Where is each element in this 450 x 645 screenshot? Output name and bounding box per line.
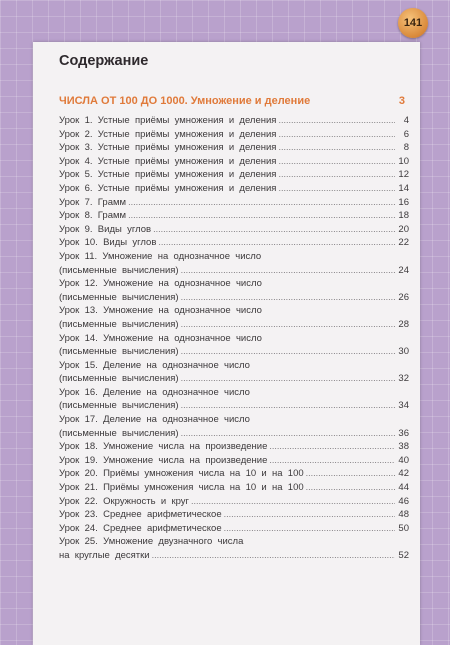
toc-entry-page: 20	[398, 223, 409, 235]
toc-entry-page: 26	[398, 291, 409, 303]
toc-entry-title: Урок 3. Устные приёмы умножения и деления	[59, 142, 277, 154]
toc-entry	[59, 236, 409, 250]
toc-entry-title: Урок 4. Устные приёмы умножения и деления	[59, 155, 277, 167]
toc-entry-page: 40	[398, 454, 409, 466]
dot-leader	[278, 128, 395, 142]
toc-entry-title: Урок 8. Грамм	[59, 210, 127, 222]
toc-entry	[59, 114, 409, 128]
dot-leader	[278, 141, 395, 155]
dot-leader	[224, 508, 395, 522]
toc-entry-page: 24	[398, 264, 409, 276]
dot-leader	[152, 549, 395, 563]
toc-entry-page: 38	[398, 441, 409, 453]
toc-entry-title: Урок 7. Грамм	[59, 196, 127, 208]
toc-entry	[59, 454, 409, 468]
dot-leader	[158, 236, 395, 250]
toc-entry-page: 18	[398, 210, 409, 222]
toc-entry-title: Урок 11. Умножение на однозначное число	[59, 250, 262, 262]
toc-entry-page: 12	[398, 169, 409, 181]
toc-entry-title: Урок 12. Умножение на однозначное число	[59, 278, 262, 290]
toc-entry-page: 14	[398, 182, 409, 194]
toc-entry-line	[59, 277, 409, 291]
toc-entry-page: 36	[398, 427, 409, 439]
toc-title: Содержание	[59, 53, 149, 69]
section-heading	[59, 94, 409, 109]
toc-entry-page: 16	[398, 196, 409, 208]
dot-leader	[278, 114, 395, 128]
toc-entry-page: 28	[398, 318, 409, 330]
toc-entry-title: Урок 1. Устные приёмы умножения и деления	[59, 115, 277, 126]
dot-leader	[278, 168, 395, 182]
toc-entry	[59, 196, 409, 210]
dot-leader	[269, 454, 395, 468]
dot-leader	[128, 209, 395, 223]
toc-entry	[59, 495, 409, 509]
toc-entry	[59, 549, 409, 563]
toc-entry	[59, 141, 409, 155]
toc-entry-page: 32	[398, 373, 409, 385]
dot-leader	[153, 223, 395, 237]
toc-entry	[59, 345, 409, 359]
toc-entry-title: Урок 5. Устные приёмы умножения и деления	[59, 169, 277, 181]
toc-entry	[59, 522, 409, 536]
toc-entry	[59, 223, 409, 237]
toc-entry-subtitle: (письменные вычисления)	[59, 318, 179, 330]
toc-entry	[59, 372, 409, 386]
toc-entry-page: 44	[398, 482, 409, 494]
dot-leader	[278, 182, 395, 196]
toc-entry-title: Урок 2. Устные приёмы умножения и деления	[59, 128, 277, 140]
toc-entry-page: 10	[398, 155, 409, 167]
toc-entry-title: Урок 22. Окружность и круг	[59, 495, 190, 507]
dot-leader	[181, 372, 395, 386]
toc-entry-page: 30	[398, 346, 409, 358]
toc-entry	[59, 128, 409, 142]
toc-entry-subtitle: (письменные вычисления)	[59, 346, 179, 358]
toc-entry-title: Урок 20. Приёмы умножения числа на 10 и на 100	[59, 468, 304, 480]
toc-entry-page: 6	[403, 128, 409, 140]
toc-entry-title: Урок 10. Виды углов	[59, 237, 157, 249]
toc-entry	[59, 182, 409, 196]
dot-leader	[278, 155, 395, 169]
dot-leader	[181, 399, 395, 413]
toc-entry	[59, 209, 409, 223]
toc-entry-title: Урок 9. Виды углов	[59, 223, 152, 235]
toc-entry-page: 42	[398, 468, 409, 480]
dot-leader	[181, 345, 395, 359]
toc-entry-title: Урок 13. Умножение на однозначное число	[59, 305, 262, 317]
toc-entry-line	[59, 250, 409, 264]
toc-entry-title: Урок 14. Умножение на однозначное число	[59, 332, 262, 344]
toc-entry	[59, 291, 409, 305]
toc-entry-line	[59, 304, 409, 318]
toc-sheet	[33, 42, 420, 645]
toc-entry	[59, 427, 409, 441]
toc-entry-line	[59, 359, 409, 373]
toc-entry-page: 50	[398, 522, 409, 534]
toc-entry-title: Урок 25. Умножение двузначного числа	[59, 536, 244, 548]
toc-entry-page: 4	[403, 115, 409, 126]
toc-entry-title: Урок 16. Деление на однозначное число	[59, 386, 250, 398]
toc-entry-title: Урок 23. Среднее арифметическое	[59, 509, 222, 521]
toc-entry-line	[59, 332, 409, 346]
toc-entry-line	[59, 535, 409, 549]
toc-entry-title: Урок 19. Умножение числа на произведение	[59, 454, 268, 466]
dot-leader	[181, 291, 395, 305]
toc-entry-page: 48	[398, 509, 409, 521]
toc-entry-page: 22	[398, 237, 409, 249]
toc-entry	[59, 440, 409, 454]
page-number-badge: 141	[398, 8, 428, 38]
toc-entry	[59, 508, 409, 522]
toc-entry-subtitle: (письменные вычисления)	[59, 373, 179, 385]
toc-entry-subtitle: (письменные вычисления)	[59, 427, 179, 439]
toc-entry-title: Урок 21. Приёмы умножения числа на 10 и на 100	[59, 482, 304, 494]
dot-leader	[128, 196, 395, 210]
toc-entry-title: Урок 18. Умножение числа на произведение	[59, 441, 268, 453]
toc-entry-subtitle: (письменные вычисления)	[59, 264, 179, 276]
dot-leader	[181, 264, 395, 278]
toc-entry-page: 8	[403, 142, 409, 154]
toc-entry-title: Урок 17. Деление на однозначное число	[59, 414, 250, 426]
toc-entry	[59, 481, 409, 495]
section-page-number: 3	[398, 95, 405, 107]
toc-entry	[59, 467, 409, 481]
dot-leader	[181, 318, 395, 332]
toc-entry-title: Урок 15. Деление на однозначное число	[59, 359, 250, 371]
toc-entry-title: Урок 24. Среднее арифметическое	[59, 522, 222, 534]
toc-entry	[59, 399, 409, 413]
toc-entry-page: 52	[398, 550, 409, 561]
dot-leader	[306, 481, 395, 495]
toc-entry-line	[59, 413, 409, 427]
toc-entry-line	[59, 386, 409, 400]
toc-entry	[59, 168, 409, 182]
dot-leader	[191, 495, 395, 509]
toc-entries	[59, 114, 409, 563]
toc-entry-title: Урок 6. Устные приёмы умножения и деления	[59, 182, 277, 194]
toc-entry-page: 46	[398, 495, 409, 507]
dot-leader	[224, 522, 395, 536]
toc-entry-subtitle: на круглые десятки	[59, 550, 150, 561]
toc-entry	[59, 155, 409, 169]
toc-entry	[59, 318, 409, 332]
dot-leader	[306, 467, 395, 481]
section-title: ЧИСЛА ОТ 100 ДО 1000. Умножение и деление	[59, 95, 311, 107]
dot-leader	[269, 440, 395, 454]
toc-entry-subtitle: (письменные вычисления)	[59, 291, 179, 303]
toc-entry-subtitle: (письменные вычисления)	[59, 400, 179, 412]
toc-entry	[59, 264, 409, 278]
dot-leader	[181, 427, 395, 441]
toc-entry-page: 34	[398, 400, 409, 412]
